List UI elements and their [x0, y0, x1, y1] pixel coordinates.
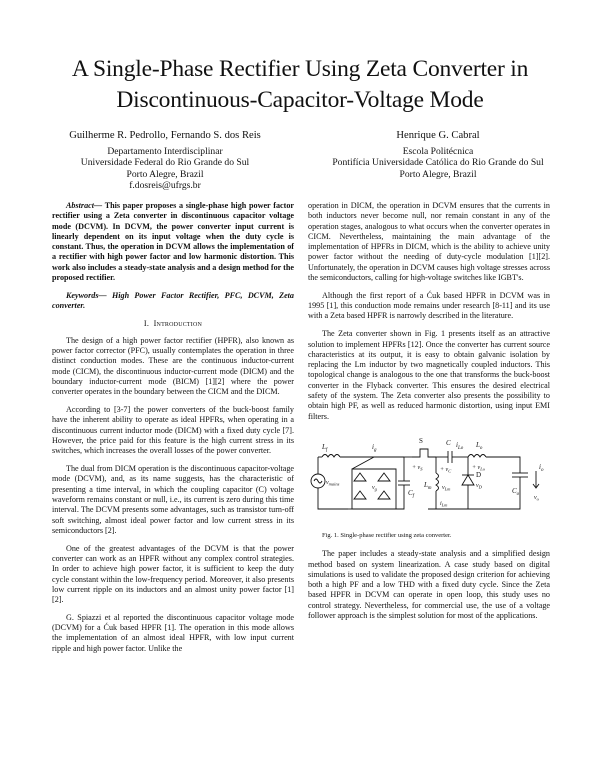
label-c: C	[446, 439, 451, 448]
author-institution: Universidade Federal do Rio Grande do Sul	[80, 157, 250, 168]
left-column	[52, 201, 294, 662]
section-title: Introduction	[153, 319, 203, 329]
author-department: Departamento Interdisciplinar	[107, 145, 223, 157]
paper-title	[0, 54, 600, 116]
keywords-text: High Power Factor Rectifier, PFC, DCVM, Zeta converter.	[52, 290, 294, 311]
author-city: Porto Alegre, Brazil	[126, 168, 204, 180]
label-vc: + $v_C$	[440, 467, 452, 474]
label-vlm: $v_{Lm}$	[442, 485, 451, 492]
section-heading	[52, 319, 294, 329]
label-co: $C_o$	[512, 487, 520, 498]
label-cf: $C_f$	[408, 489, 415, 500]
label-lo: $L_o$	[476, 441, 483, 452]
author-department: Escola Politécnica	[402, 145, 474, 157]
abstract	[52, 201, 294, 283]
label-vo: $v_o$	[534, 495, 539, 502]
section-number: I.	[143, 319, 150, 329]
label-lm: $L_m$	[424, 481, 432, 492]
label-vd: $v_D$	[476, 483, 482, 490]
paragraph: operation in DICM, the operation in DCVM ensures that the currents in both inductors never become null, nor remain constant in any of the operation stages, analogous to what occurs when the converter operates in CICM. Nevertheless, maintaining the main advantage of the implementation of HPFRs in DICM, which is the ability to achieve unity power factor without the needing of duty-cycle modulation [1][2]. Unfortunately, the operation in DCVM causes high voltage stresses across the semiconductors, calling for high-voltage switches like IGBT's.	[308, 201, 550, 283]
right-column	[308, 201, 550, 629]
paragraph: The design of a high power factor rectifier (HPFR), also known as power factor corrector (PFC), usually contemplates the operation in three distinct conduction modes. These are the continuous inductor-current mode (CICM), the discontinuous inductor-current mode (DICM) and the boundary inductor-current mode (BICM) [1][2] where the power converter operates in the boundary between the CICM and the DICM.	[52, 335, 294, 397]
keywords	[52, 291, 294, 312]
author-email: f.dosreis@ufrgs.br	[129, 180, 201, 191]
paragraph: The dual from DICM operation is the discontinuous capacitor-voltage mode (DCVM), and, as its name suggests, has the characteristic of presenting a time interval, in which the coupling capacitor (C) voltage waveform remains constant or null, i.e., its current is zero during this time interval. The DCVM presents some advantages, such as transistor turn-off soft switching, almost ideal power factor and low current stress in its semiconductors [2].	[52, 464, 294, 535]
paragraph: The paper includes a steady-state analysis and a simplified design method based on system linearization. A case study based on digital simulations is used to validate the proposed design criterion for achieving both a high PF and a low THD with a fixed duty cycle. Since the Zeta based HPFR in DCVM can operate in open loop, this study uses no control strategy. Nevertheless, for commercial use, the use of a voltage follower approach is the simplest solution for most of the applications.	[308, 549, 550, 621]
title-line-2: Discontinuous-Capacitor-Voltage Mode	[116, 87, 484, 113]
abstract-label: Abstract—	[66, 201, 103, 210]
paragraph: Although the first report of a Ćuk based HPFR in DCVM was in 1995 [1], this conduction mode remains under research [8-11] and its use with a Zeta based HPFR is narrowly described in the literature.	[308, 290, 550, 321]
label-vg: $v_g$	[372, 485, 377, 492]
label-ilm: $i_{Lm}$	[440, 501, 448, 508]
author-city: Porto Alegre, Brazil	[399, 168, 477, 180]
abstract-text: This paper proposes a single-phase high power factor rectifier using a Zeta converter in discontinuous capacitor voltage mode (DCVM). In DCVM, the power converter input current is linearly dependent on its input voltage when the duty cycle is constant. Thus, the operation in DCVM allows the implementation of a rectifier with high power factor and low harmonic distortion. This work also includes a steady-state analysis and a design method for the proposed rectifier.	[52, 201, 294, 283]
paragraph: According to [3-7] the power converters of the buck-boost family have the inherent ability to operate as ideal HPFRs, when operating in a discontinuous current inductor mode (DICM) with a fixed duty cycle [7]. However, the price paid for this feature is the high current stress in its switches, which increases the overall losses of the power converter.	[52, 405, 294, 456]
zeta-circuit-diagram	[308, 429, 550, 529]
author-block-left	[40, 130, 290, 192]
author-block-right	[318, 130, 558, 180]
paragraph: The Zeta converter shown in Fig. 1 presents itself as an attractive solution to implement HPFRs [12]. Once the converter has current source characteristics at its output, it is easy to obtain galvanic isolation by replacing the Lm inductor by two magnetically coupled inductors. This topological change is analogous to the one that transforms the buck-boost converter in the Flyback converter. This ensures the desired electrical safety of the system. The Zeta converter also presents the possibility to obtain high PF, as well as reduced harmonic distortion, using input EMI filters.	[308, 329, 550, 421]
label-ig: $i_g$	[372, 443, 377, 454]
keywords-label: Keywords—	[66, 290, 107, 300]
figure-caption: Fig. 1. Single-phase rectifier using zeta converter.	[322, 532, 452, 540]
author-names: Henrique G. Cabral	[396, 130, 480, 141]
author-names: Guilherme R. Pedrollo, Fernando S. dos Reis	[69, 130, 261, 141]
label-vlo: + $v_{Lo}$	[472, 465, 485, 472]
label-ilo: $i_{Lo}$	[456, 441, 464, 452]
label-vmains: $v_{mains}$	[326, 480, 340, 487]
author-institution: Pontifícia Universidade Católica do Rio Grande do Sul	[332, 157, 544, 168]
paragraph: G. Spiazzi et al reported the discontinuous capacitor voltage mode (DCVM) for a Ćuk based HPFR [1]. The operation in this mode allows the implementation of an almost ideal HPFR, with low input current ripple and high power factor. Unlike the	[52, 612, 294, 653]
label-vs: + $v_S$	[412, 465, 423, 472]
label-io: $i_o$	[539, 463, 544, 474]
label-d: D	[476, 471, 482, 480]
paragraph: One of the greatest advantages of the DCVM is that the power converter can work as an HPFR without any complex control strategies. In order to achieve high power factor, it is sufficient to keep the duty cycle constant within the low-frequency period. Moreover, it also presents low current ripple on its inductors and an almost unity power factor [1][2].	[52, 543, 294, 605]
label-s: S	[419, 437, 423, 446]
label-lf: $L_f$	[322, 443, 328, 454]
figure-circuit	[308, 429, 550, 529]
title-line-1: A Single-Phase Rectifier Using Zeta Converter in	[71, 56, 529, 82]
